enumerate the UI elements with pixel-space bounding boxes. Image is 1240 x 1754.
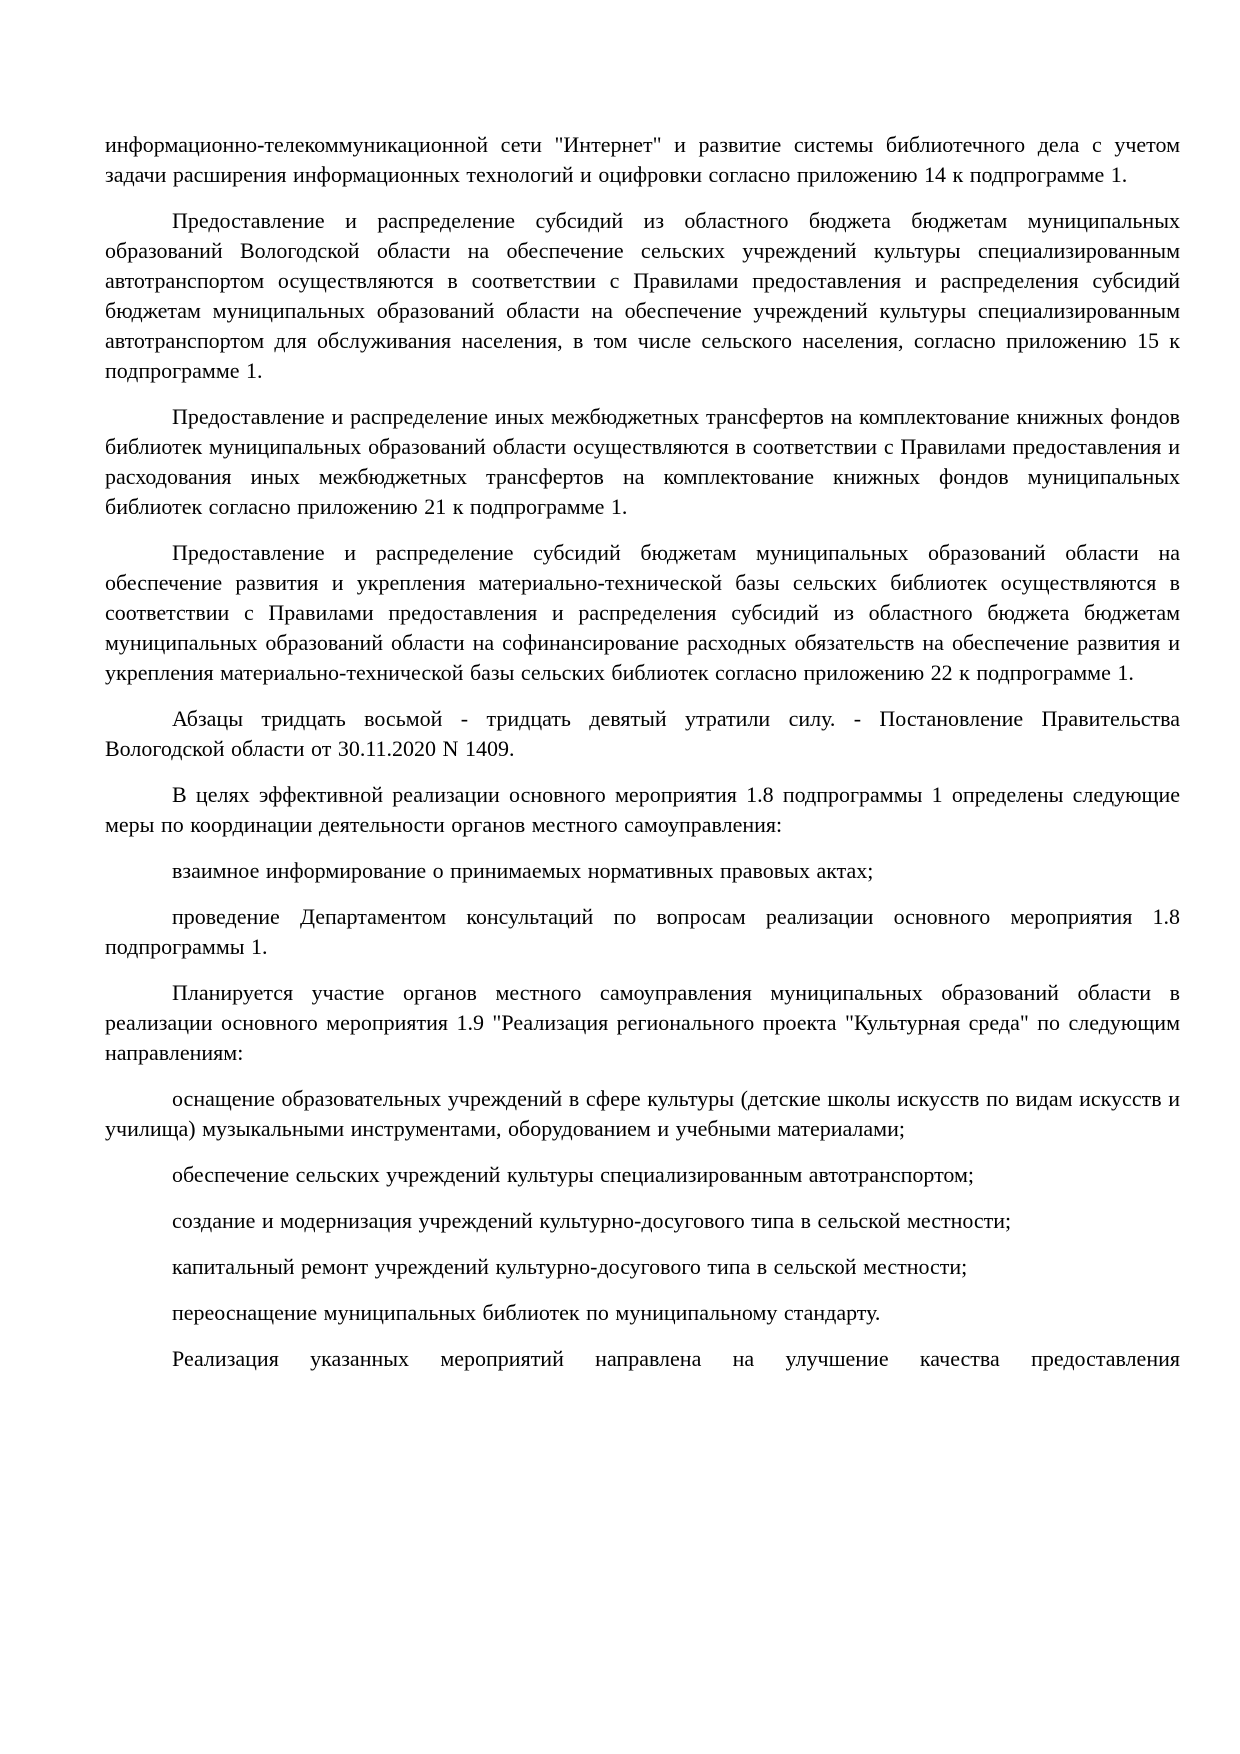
paragraph-list-item: создание и модернизация учреждений культурно-досугового типа в сельской местности; (172, 1208, 1012, 1233)
paragraph: Планируется участие органов местного самоуправления муниципальных образований области в реализации основного мероприятия 1.9 "Реализация регионального проекта "Культурная среда" по следующим направлениям: (105, 980, 1180, 1065)
paragraph-list-item: оснащение образовательных учреждений в сфере культуры (детские школы искусств по видам искусств и училища) музыкальными инструментами, оборудованием и учебными материалами; (105, 1086, 1180, 1141)
paragraph: В целях эффективной реализации основного мероприятия 1.8 подпрограммы 1 определены следующие меры по координации деятельности органов местного самоуправления: (105, 782, 1180, 837)
paragraph-list-item: обеспечение сельских учреждений культуры специализированным автотранспортом; (172, 1162, 975, 1187)
paragraph: Предоставление и распределение иных межбюджетных трансфертов на комплектование книжных фондов библиотек муниципальных образований области осуществляются в соответствии с Правилами предоставления и расходования иных межбюджетных трансфертов на комплектование книжных фондов муниципальных библиотек согласно приложению 21 к подпрограмме 1. (105, 404, 1180, 519)
paragraph: Абзацы тридцать восьмой - тридцать девятый утратили силу. - Постановление Правительства Вологодской области от 30.11.2020 N 1409. (105, 706, 1180, 761)
paragraph-continues-next-page: Реализация указанных мероприятий направлена на улучшение качества предоставления (172, 1346, 1180, 1371)
paragraph-list-item: переоснащение муниципальных библиотек по муниципальному стандарту. (172, 1300, 881, 1325)
paragraph-list-item: проведение Департаментом консультаций по вопросам реализации основного мероприятия 1.8 подпрограммы 1. (105, 904, 1180, 959)
paragraph-list-item: капитальный ремонт учреждений культурно-досугового типа в сельской местности; (172, 1254, 968, 1279)
paragraph-list-item: взаимное информирование о принимаемых нормативных правовых актах; (172, 858, 874, 883)
paragraph: Предоставление и распределение субсидий из областного бюджета бюджетам муниципальных образований Вологодской области на обеспечение сельских учреждений культуры специализированным автотранспортом осуществляются в соответствии с Правилами предоставления и распределения субсидий бюджетам муниципальных образований области на обеспечение учреждений культуры специализированным автотранспортом для обслуживания населения, в том числе сельского населения, согласно приложению 15 к подпрограмме 1. (105, 208, 1180, 383)
paragraph: Предоставление и распределение субсидий бюджетам муниципальных образований области на обеспечение развития и укрепления материально-технической базы сельских библиотек осуществляются в соответствии с Правилами предоставления и распределения субсидий из областного бюджета бюджетам муниципальных образований области на софинансирование расходных обязательств на обеспечение развития и укрепления материально-технической базы сельских библиотек согласно приложению 22 к подпрограмме 1. (105, 540, 1180, 685)
paragraph-continuation: информационно-телекоммуникационной сети "Интернет" и развитие системы библиотечного дела с учетом задачи расширения информационных технологий и оцифровки согласно приложению 14 к подпрограмме 1. (105, 132, 1180, 187)
